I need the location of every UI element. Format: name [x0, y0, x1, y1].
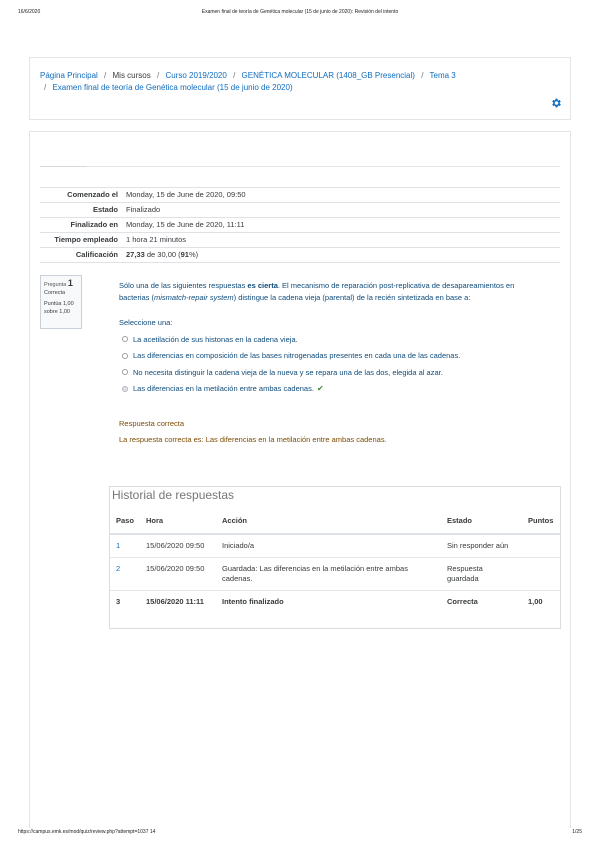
- table-row: [110, 591, 560, 614]
- breadcrumb-my-courses: Mis cursos: [112, 71, 151, 80]
- question-text-bold: es cierta: [247, 281, 278, 290]
- history-time: 15/06/2020 11:11: [140, 591, 216, 614]
- history-time: 15/06/2020 09:50: [140, 558, 216, 591]
- radio-button[interactable]: [122, 369, 128, 375]
- summary-label: Tiempo empleado: [54, 235, 118, 244]
- history-step-link[interactable]: 2: [116, 564, 121, 573]
- page-header-card: [29, 57, 571, 120]
- history-points: [522, 534, 560, 558]
- question-text-part: Sólo una de las siguientes respuestas: [119, 281, 248, 290]
- history-points: [522, 558, 560, 591]
- history-state: Correcta: [441, 591, 522, 614]
- history-action: Intento finalizado: [216, 591, 441, 614]
- attempt-summary-table: [40, 187, 560, 263]
- summary-value: Finalizado: [126, 205, 161, 214]
- question-text-part: . El mecanismo de reparación post-replicativa de desapareamientos en bacterias (: [119, 281, 515, 302]
- print-page-number: 1/25: [572, 829, 582, 835]
- breadcrumb-separator: /: [421, 71, 424, 80]
- answer-prompt: Seleccione una:: [119, 318, 173, 327]
- history-time: 15/06/2020 09:50: [140, 534, 216, 558]
- response-history: [109, 486, 561, 629]
- question-label: Pregunta: [44, 282, 67, 288]
- history-header: Hora: [140, 507, 216, 534]
- history-header: Paso: [110, 507, 140, 534]
- history-header: Estado: [441, 507, 522, 534]
- history-action: Guardada: Las diferencias en la metilación entre ambas cadenas.: [216, 558, 441, 591]
- gear-icon[interactable]: [550, 97, 562, 109]
- answer-text: Las diferencias en la metilación entre ambas cadenas.: [133, 384, 314, 394]
- question-info-box: [40, 275, 82, 329]
- radio-button[interactable]: [122, 353, 128, 359]
- print-url: https://campus.emk.es/mod/quiz/review.php?attempt=1037 14: [18, 829, 156, 835]
- summary-label: Comenzado el: [67, 190, 118, 199]
- table-row: [110, 534, 560, 558]
- breadcrumb: [40, 70, 540, 94]
- question-text-part: ) distingue la cadena vieja (parental) de la recién sintetizada en base a:: [233, 293, 471, 302]
- answer-text: La acetilación de sus histonas en la cadena vieja.: [133, 334, 298, 344]
- history-state: Respuesta guardada: [441, 558, 522, 591]
- divider: [40, 166, 560, 167]
- history-header: Puntos: [522, 507, 560, 534]
- feedback-text: La respuesta correcta es: Las diferencias en la metilación entre ambas cadenas.: [119, 435, 387, 444]
- history-action: Iniciado/a: [216, 534, 441, 558]
- answer-option[interactable]: [122, 348, 542, 365]
- summary-value: 1 hora 21 minutos: [126, 235, 187, 244]
- question-text: [119, 280, 539, 304]
- breadcrumb-separator: /: [233, 71, 236, 80]
- radio-button-selected[interactable]: [122, 386, 128, 392]
- summary-row-started: [40, 188, 560, 203]
- print-date: 16/6/2020: [18, 9, 41, 15]
- summary-value: Monday, 15 de June de 2020, 09:50: [126, 190, 246, 199]
- breadcrumb-separator: /: [44, 83, 47, 92]
- grade-end: %): [188, 250, 199, 259]
- breadcrumb-separator: /: [156, 71, 160, 80]
- summary-value: [124, 248, 560, 263]
- breadcrumb-topic[interactable]: Tema 3: [429, 71, 456, 80]
- answer-text: No necesita distinguir la cadena vieja de la nueva y se repara una de las dos, elegida al azar.: [133, 367, 443, 377]
- summary-row-time: [40, 233, 560, 248]
- history-state: Sin responder aún: [441, 534, 522, 558]
- check-icon: ✔: [316, 384, 324, 394]
- print-title: Examen final de teoría de Genética molecular (15 de junio de 2020): Revisión del intento: [201, 9, 399, 15]
- history-table: [110, 507, 560, 613]
- breadcrumb-exam[interactable]: Examen final de teoría de Genética molecular (15 de junio de 2020): [52, 83, 293, 92]
- main-content-card: [29, 131, 571, 828]
- answer-text: Las diferencias en composición de las bases nitrogenadas presentes en cada una de las cadenas.: [133, 351, 461, 361]
- summary-row-grade: [40, 248, 560, 263]
- breadcrumb-home[interactable]: Página Principal: [40, 71, 98, 80]
- history-step: 3: [110, 591, 140, 614]
- history-header: Acción: [216, 507, 441, 534]
- grade-total: de 30,00 (: [144, 250, 181, 259]
- breadcrumb-course[interactable]: GENÉTICA MOLECULAR (1408_GB Presencial): [241, 71, 415, 80]
- question-text-italic: mismatch-repair system: [154, 293, 234, 302]
- question-number: 1: [67, 278, 73, 288]
- summary-label: Finalizado en: [70, 220, 118, 229]
- breadcrumb-separator: /: [104, 71, 107, 80]
- feedback-title: Respuesta correcta: [119, 419, 185, 428]
- question-mark: Puntúa 1,00 sobre 1,00: [44, 301, 74, 315]
- table-row: [110, 558, 560, 591]
- summary-label: Estado: [92, 205, 118, 214]
- summary-label: Calificación: [75, 250, 118, 259]
- answer-option[interactable]: [122, 364, 542, 381]
- grade-percent: 91: [180, 250, 189, 259]
- question-state: Correcta: [44, 290, 66, 296]
- summary-row-finished: [40, 218, 560, 233]
- grade-score: 27,33: [126, 250, 145, 259]
- history-step-link[interactable]: 1: [116, 541, 121, 550]
- history-title: Historial de respuestas: [112, 488, 235, 502]
- answer-list: [122, 331, 542, 397]
- history-header-row: [110, 507, 560, 534]
- answer-option-selected[interactable]: [122, 381, 542, 398]
- summary-value: Monday, 15 de June de 2020, 11:11: [126, 220, 245, 229]
- summary-row-state: [40, 203, 560, 218]
- answer-option[interactable]: [122, 331, 542, 348]
- radio-button[interactable]: [122, 336, 128, 342]
- breadcrumb-course-year[interactable]: Curso 2019/2020: [165, 71, 227, 80]
- history-points: 1,00: [522, 591, 560, 614]
